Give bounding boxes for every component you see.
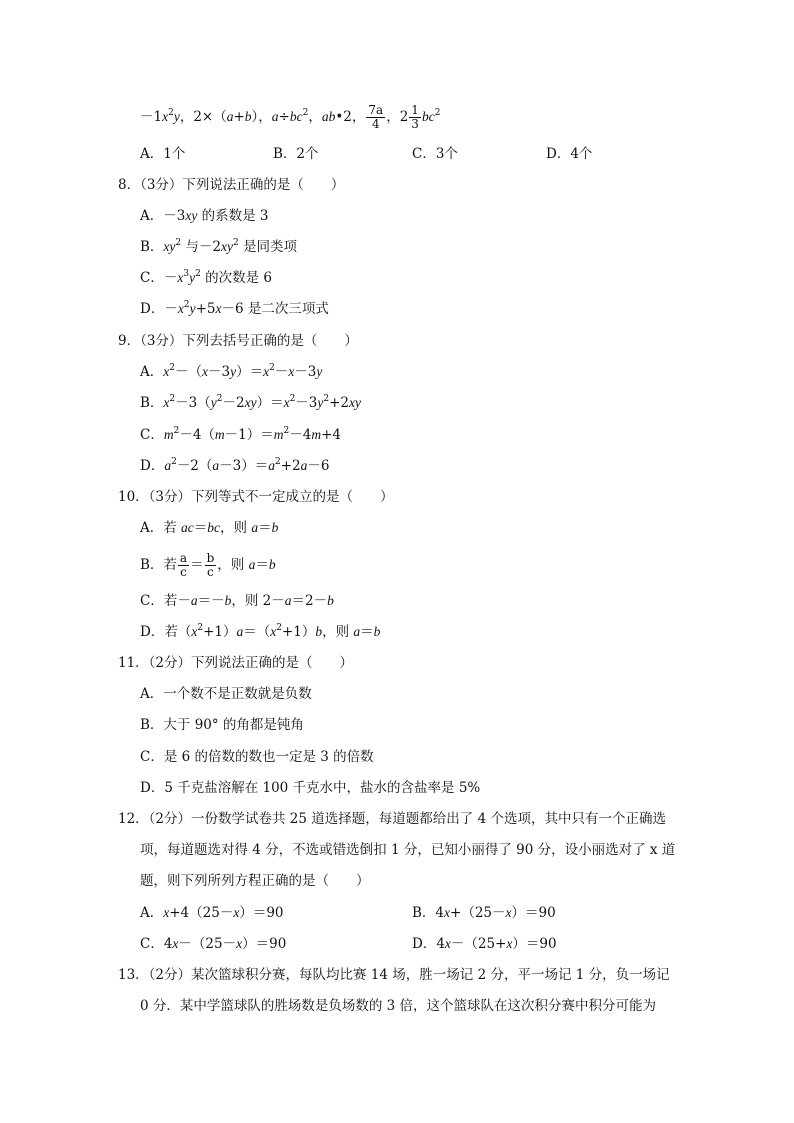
q9-option-b: B．$x^2-3(y^2-2xy)=x^2-3y^2+2xy$ [140,394,362,411]
q9-option-c: C．$m^2-4(m-1)=m^2-4m+4$ [140,426,341,443]
q10-option-c: C．若－a＝－b，则 2－a＝2－b [140,593,334,609]
q12-stem-line2: 项，每道题选对得 4 分，不选或错选倒扣 1 分，已知小丽得了 90 分，设小丽选对了 x 道 [140,842,676,858]
q7-option-d: D．4个 [546,146,593,162]
q12-option-d: D．4x－（25+x）＝90 [412,936,557,952]
q12-option-c: C．4x－（25－x）＝90 [140,936,287,952]
q10-option-b: B．若 $\frac{a}{c}$ ＝ $\frac{b}{c}$ ，则 a＝b [140,551,276,579]
q13-stem-line1: 13．（2分）某次篮球积分赛，每队均比赛 14 场，胜一场记 2 分，平一场记 1 分，负一场记 [118,967,670,983]
q8-option-b: B．$xy^2$ 与$-2xy^2$ 是同类项 [140,238,298,255]
q7-fraction-1-3: $\frac{1}{3}$ [411,103,419,131]
q7-option-c: C．3个 [412,146,458,162]
q8-option-c: C．$-x^3y^2$ 的次数是 6 [140,269,272,286]
q10-stem: 10．（3分）下列等式不一定成立的是（ ） [118,489,394,505]
q10-fraction-a-c: $\frac{a}{c}$ [179,551,188,579]
q7-option-b: B．2个 [273,146,319,162]
q7-option-a: A．1个 [140,146,186,162]
q12-option-b: B．4x+（25－x）＝90 [412,905,556,921]
q11-option-d: D．5 千克盐溶解在 100 千克水中，盐水的含盐率是 5% [140,780,481,796]
q13-stem-line2: 0 分．某中学篮球队的胜场数是负场数的 3 倍，这个篮球队在这次积分赛中积分可能为 [140,998,657,1014]
q10-fraction-b-c: $\frac{b}{c}$ [206,551,215,579]
q10-option-d: D．若$(x^2+1)a=(x^2+1)b$，则 a＝b [140,623,381,640]
q9-stem: 9．（3分）下列去括号正确的是（ ） [118,333,358,349]
q12-stem-line1: 12．（2分）一份数学试卷共 25 道选择题，每道题都给出了 4 个选项，其中只有一个正确选 [118,811,666,827]
q8-stem: 8．（3分）下列说法正确的是（ ） [118,177,345,193]
q8-option-d: D．$-x^2y+5x-6$ 是二次三项式 [140,300,329,317]
q11-option-a: A．一个数不是正数就是负数 [140,686,312,702]
q12-option-a: A．x+4（25－x）＝90 [140,905,284,921]
q7-fraction-7a-4: $\frac{7a}{4}$ [368,103,384,131]
q9-option-d: D．$a^2-2(a-3)=a^2+2a-6$ [140,457,330,474]
q10-option-a: A．若 ac＝bc，则 a＝b [140,520,279,536]
q9-option-a: A．$x^2-(x-3y)=x^2-x-3y$ [140,363,323,380]
q7-expression-line: $-1x^2y$，2×（a+b），$a\div bc^2$，ab•2， $\frac{7a}{4}$ ，2 $\frac{1}{3}$ $bc^2$ [140,103,441,131]
q8-option-a: A．－3xy 的系数是 3 [140,208,269,224]
q11-option-b: B．大于 90° 的角都是钝角 [140,717,304,733]
q11-stem: 11．（2分）下列说法正确的是（ ） [118,655,354,671]
q12-stem-line3: 题，则下列所列方程正确的是（ ） [140,873,370,889]
q11-option-c: C．是 6 的倍数的数也一定是 3 的倍数 [140,749,374,765]
